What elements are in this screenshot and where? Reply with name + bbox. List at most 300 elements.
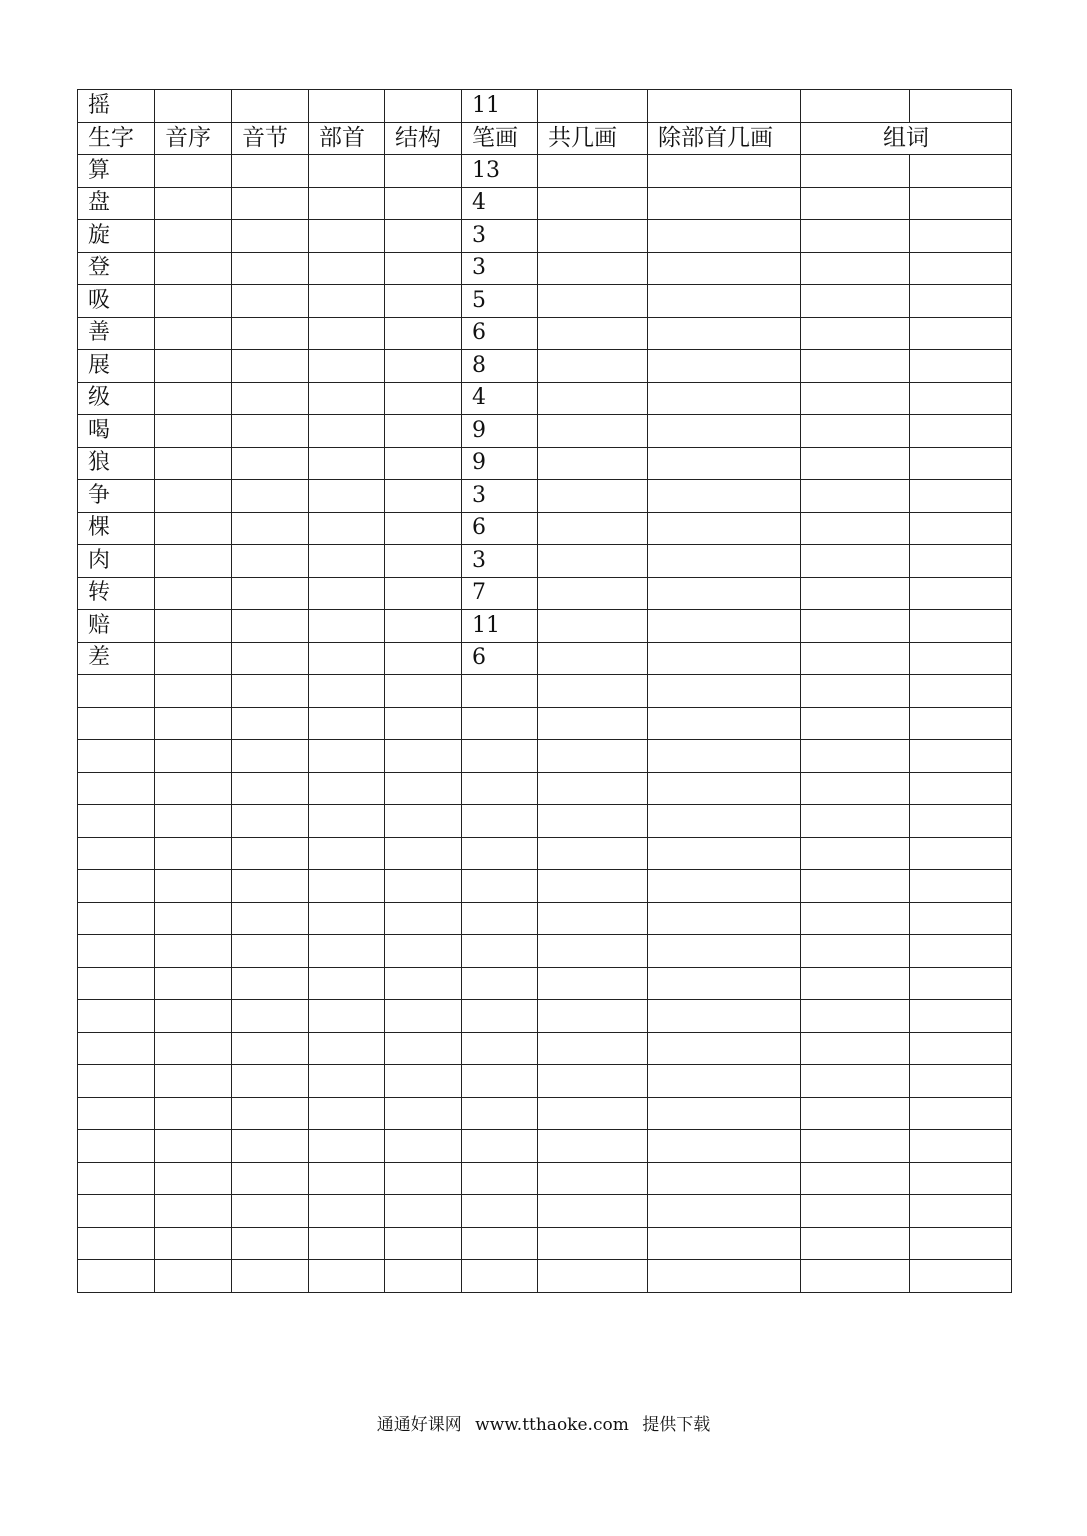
- pinyin-initial-cell[interactable]: [155, 740, 232, 773]
- radical-cell[interactable]: [309, 935, 385, 968]
- structure-cell[interactable]: [385, 740, 462, 773]
- word-cell-2[interactable]: [910, 642, 1012, 675]
- strokes-cell[interactable]: [462, 935, 538, 968]
- total-strokes-cell[interactable]: [538, 155, 648, 188]
- word-cell-2[interactable]: [910, 382, 1012, 415]
- strokes-cell[interactable]: [462, 967, 538, 1000]
- word-cell-1[interactable]: [801, 512, 910, 545]
- total-strokes-cell[interactable]: [538, 1227, 648, 1260]
- pinyin-initial-cell[interactable]: [155, 707, 232, 740]
- strokes-without-radical-cell[interactable]: [648, 1130, 801, 1163]
- syllable-cell[interactable]: [232, 155, 309, 188]
- structure-cell[interactable]: [385, 805, 462, 838]
- strokes-cell[interactable]: [462, 837, 538, 870]
- structure-cell[interactable]: [385, 1065, 462, 1098]
- syllable-cell[interactable]: [232, 252, 309, 285]
- pinyin-initial-cell[interactable]: [155, 902, 232, 935]
- structure-cell[interactable]: [385, 155, 462, 188]
- word-cell-1[interactable]: [801, 285, 910, 318]
- structure-cell[interactable]: [385, 1032, 462, 1065]
- syllable-cell[interactable]: [232, 577, 309, 610]
- strokes-cell[interactable]: [462, 1000, 538, 1033]
- strokes-without-radical-cell[interactable]: [648, 415, 801, 448]
- word-cell-2[interactable]: [910, 285, 1012, 318]
- character-cell[interactable]: [78, 1162, 155, 1195]
- total-strokes-cell[interactable]: [538, 220, 648, 253]
- structure-cell[interactable]: [385, 187, 462, 220]
- total-strokes-cell[interactable]: [538, 1000, 648, 1033]
- radical-cell[interactable]: [309, 317, 385, 350]
- word-cell-2[interactable]: [910, 512, 1012, 545]
- radical-cell[interactable]: [309, 350, 385, 383]
- pinyin-initial-cell[interactable]: [155, 252, 232, 285]
- total-strokes-cell[interactable]: [538, 610, 648, 643]
- word-cell-2[interactable]: [910, 1130, 1012, 1163]
- pinyin-initial-cell[interactable]: [155, 512, 232, 545]
- strokes-without-radical-cell[interactable]: [648, 902, 801, 935]
- pinyin-initial-cell[interactable]: [155, 1065, 232, 1098]
- word-cell-2[interactable]: [910, 90, 1012, 123]
- word-cell-1[interactable]: [801, 252, 910, 285]
- structure-cell[interactable]: [385, 870, 462, 903]
- total-strokes-cell[interactable]: [538, 837, 648, 870]
- structure-cell[interactable]: [385, 350, 462, 383]
- radical-cell[interactable]: [309, 480, 385, 513]
- syllable-cell[interactable]: [232, 1260, 309, 1293]
- syllable-cell[interactable]: [232, 545, 309, 578]
- word-cell-2[interactable]: [910, 707, 1012, 740]
- strokes-without-radical-cell[interactable]: [648, 1162, 801, 1195]
- radical-cell[interactable]: [309, 805, 385, 838]
- word-cell-1[interactable]: [801, 675, 910, 708]
- word-cell-2[interactable]: [910, 1227, 1012, 1260]
- total-strokes-cell[interactable]: [538, 902, 648, 935]
- strokes-cell[interactable]: [462, 870, 538, 903]
- syllable-cell[interactable]: [232, 642, 309, 675]
- syllable-cell[interactable]: [232, 187, 309, 220]
- word-cell-1[interactable]: [801, 382, 910, 415]
- word-cell-1[interactable]: [801, 1032, 910, 1065]
- word-cell-2[interactable]: [910, 480, 1012, 513]
- syllable-cell[interactable]: [232, 1065, 309, 1098]
- word-cell-1[interactable]: [801, 155, 910, 188]
- pinyin-initial-cell[interactable]: [155, 870, 232, 903]
- structure-cell[interactable]: [385, 1260, 462, 1293]
- total-strokes-cell[interactable]: [538, 1065, 648, 1098]
- pinyin-initial-cell[interactable]: [155, 610, 232, 643]
- total-strokes-cell[interactable]: [538, 317, 648, 350]
- radical-cell[interactable]: [309, 252, 385, 285]
- total-strokes-cell[interactable]: [538, 90, 648, 123]
- pinyin-initial-cell[interactable]: [155, 1260, 232, 1293]
- structure-cell[interactable]: [385, 772, 462, 805]
- word-cell-2[interactable]: [910, 447, 1012, 480]
- pinyin-initial-cell[interactable]: [155, 350, 232, 383]
- pinyin-initial-cell[interactable]: [155, 1032, 232, 1065]
- word-cell-2[interactable]: [910, 350, 1012, 383]
- word-cell-2[interactable]: [910, 545, 1012, 578]
- character-cell[interactable]: [78, 870, 155, 903]
- word-cell-1[interactable]: [801, 870, 910, 903]
- pinyin-initial-cell[interactable]: [155, 1162, 232, 1195]
- strokes-cell[interactable]: [462, 707, 538, 740]
- word-cell-2[interactable]: [910, 610, 1012, 643]
- total-strokes-cell[interactable]: [538, 252, 648, 285]
- strokes-without-radical-cell[interactable]: [648, 1000, 801, 1033]
- structure-cell[interactable]: [385, 967, 462, 1000]
- character-cell[interactable]: [78, 967, 155, 1000]
- word-cell-1[interactable]: [801, 415, 910, 448]
- syllable-cell[interactable]: [232, 740, 309, 773]
- pinyin-initial-cell[interactable]: [155, 1097, 232, 1130]
- total-strokes-cell[interactable]: [538, 642, 648, 675]
- total-strokes-cell[interactable]: [538, 707, 648, 740]
- character-cell[interactable]: [78, 1130, 155, 1163]
- character-cell[interactable]: [78, 1260, 155, 1293]
- structure-cell[interactable]: [385, 220, 462, 253]
- syllable-cell[interactable]: [232, 1097, 309, 1130]
- total-strokes-cell[interactable]: [538, 350, 648, 383]
- pinyin-initial-cell[interactable]: [155, 837, 232, 870]
- pinyin-initial-cell[interactable]: [155, 1227, 232, 1260]
- structure-cell[interactable]: [385, 1195, 462, 1228]
- word-cell-2[interactable]: [910, 805, 1012, 838]
- radical-cell[interactable]: [309, 1000, 385, 1033]
- character-cell[interactable]: [78, 1097, 155, 1130]
- syllable-cell[interactable]: [232, 675, 309, 708]
- radical-cell[interactable]: [309, 1130, 385, 1163]
- pinyin-initial-cell[interactable]: [155, 805, 232, 838]
- strokes-cell[interactable]: [462, 902, 538, 935]
- character-cell[interactable]: [78, 1032, 155, 1065]
- structure-cell[interactable]: [385, 480, 462, 513]
- character-cell[interactable]: [78, 1000, 155, 1033]
- word-cell-1[interactable]: [801, 772, 910, 805]
- word-cell-2[interactable]: [910, 252, 1012, 285]
- total-strokes-cell[interactable]: [538, 382, 648, 415]
- word-cell-1[interactable]: [801, 1162, 910, 1195]
- character-cell[interactable]: [78, 902, 155, 935]
- word-cell-2[interactable]: [910, 675, 1012, 708]
- strokes-without-radical-cell[interactable]: [648, 740, 801, 773]
- word-cell-1[interactable]: [801, 1000, 910, 1033]
- syllable-cell[interactable]: [232, 220, 309, 253]
- character-cell[interactable]: [78, 935, 155, 968]
- total-strokes-cell[interactable]: [538, 1032, 648, 1065]
- word-cell-1[interactable]: [801, 545, 910, 578]
- syllable-cell[interactable]: [232, 90, 309, 123]
- syllable-cell[interactable]: [232, 1162, 309, 1195]
- structure-cell[interactable]: [385, 285, 462, 318]
- strokes-without-radical-cell[interactable]: [648, 1195, 801, 1228]
- syllable-cell[interactable]: [232, 1195, 309, 1228]
- total-strokes-cell[interactable]: [538, 1195, 648, 1228]
- structure-cell[interactable]: [385, 642, 462, 675]
- pinyin-initial-cell[interactable]: [155, 90, 232, 123]
- structure-cell[interactable]: [385, 252, 462, 285]
- structure-cell[interactable]: [385, 90, 462, 123]
- syllable-cell[interactable]: [232, 285, 309, 318]
- pinyin-initial-cell[interactable]: [155, 577, 232, 610]
- pinyin-initial-cell[interactable]: [155, 155, 232, 188]
- total-strokes-cell[interactable]: [538, 187, 648, 220]
- strokes-cell[interactable]: [462, 1097, 538, 1130]
- radical-cell[interactable]: [309, 220, 385, 253]
- word-cell-2[interactable]: [910, 1000, 1012, 1033]
- syllable-cell[interactable]: [232, 935, 309, 968]
- character-cell[interactable]: [78, 805, 155, 838]
- syllable-cell[interactable]: [232, 870, 309, 903]
- word-cell-2[interactable]: [910, 220, 1012, 253]
- word-cell-2[interactable]: [910, 1260, 1012, 1293]
- radical-cell[interactable]: [309, 1065, 385, 1098]
- strokes-without-radical-cell[interactable]: [648, 382, 801, 415]
- structure-cell[interactable]: [385, 1227, 462, 1260]
- word-cell-1[interactable]: [801, 967, 910, 1000]
- radical-cell[interactable]: [309, 447, 385, 480]
- structure-cell[interactable]: [385, 512, 462, 545]
- word-cell-1[interactable]: [801, 1260, 910, 1293]
- total-strokes-cell[interactable]: [538, 740, 648, 773]
- syllable-cell[interactable]: [232, 350, 309, 383]
- word-cell-1[interactable]: [801, 805, 910, 838]
- word-cell-2[interactable]: [910, 935, 1012, 968]
- strokes-cell[interactable]: [462, 805, 538, 838]
- word-cell-1[interactable]: [801, 837, 910, 870]
- pinyin-initial-cell[interactable]: [155, 935, 232, 968]
- strokes-without-radical-cell[interactable]: [648, 675, 801, 708]
- syllable-cell[interactable]: [232, 610, 309, 643]
- radical-cell[interactable]: [309, 545, 385, 578]
- radical-cell[interactable]: [309, 707, 385, 740]
- strokes-without-radical-cell[interactable]: [648, 545, 801, 578]
- pinyin-initial-cell[interactable]: [155, 447, 232, 480]
- word-cell-2[interactable]: [910, 1032, 1012, 1065]
- radical-cell[interactable]: [309, 967, 385, 1000]
- radical-cell[interactable]: [309, 155, 385, 188]
- word-cell-1[interactable]: [801, 577, 910, 610]
- radical-cell[interactable]: [309, 870, 385, 903]
- pinyin-initial-cell[interactable]: [155, 642, 232, 675]
- total-strokes-cell[interactable]: [538, 1162, 648, 1195]
- strokes-without-radical-cell[interactable]: [648, 610, 801, 643]
- strokes-without-radical-cell[interactable]: [648, 220, 801, 253]
- word-cell-2[interactable]: [910, 1195, 1012, 1228]
- radical-cell[interactable]: [309, 187, 385, 220]
- radical-cell[interactable]: [309, 675, 385, 708]
- structure-cell[interactable]: [385, 1097, 462, 1130]
- character-cell[interactable]: [78, 707, 155, 740]
- word-cell-1[interactable]: [801, 642, 910, 675]
- word-cell-1[interactable]: [801, 220, 910, 253]
- word-cell-1[interactable]: [801, 902, 910, 935]
- word-cell-2[interactable]: [910, 1065, 1012, 1098]
- strokes-without-radical-cell[interactable]: [648, 480, 801, 513]
- character-cell[interactable]: [78, 740, 155, 773]
- syllable-cell[interactable]: [232, 480, 309, 513]
- syllable-cell[interactable]: [232, 512, 309, 545]
- word-cell-1[interactable]: [801, 90, 910, 123]
- word-cell-1[interactable]: [801, 317, 910, 350]
- character-cell[interactable]: [78, 675, 155, 708]
- strokes-without-radical-cell[interactable]: [648, 90, 801, 123]
- radical-cell[interactable]: [309, 1097, 385, 1130]
- syllable-cell[interactable]: [232, 967, 309, 1000]
- word-cell-2[interactable]: [910, 155, 1012, 188]
- total-strokes-cell[interactable]: [538, 415, 648, 448]
- total-strokes-cell[interactable]: [538, 805, 648, 838]
- syllable-cell[interactable]: [232, 1227, 309, 1260]
- total-strokes-cell[interactable]: [538, 480, 648, 513]
- strokes-without-radical-cell[interactable]: [648, 967, 801, 1000]
- structure-cell[interactable]: [385, 837, 462, 870]
- structure-cell[interactable]: [385, 382, 462, 415]
- structure-cell[interactable]: [385, 1162, 462, 1195]
- syllable-cell[interactable]: [232, 1032, 309, 1065]
- word-cell-1[interactable]: [801, 740, 910, 773]
- syllable-cell[interactable]: [232, 805, 309, 838]
- word-cell-1[interactable]: [801, 1227, 910, 1260]
- word-cell-1[interactable]: [801, 707, 910, 740]
- structure-cell[interactable]: [385, 447, 462, 480]
- strokes-cell[interactable]: [462, 1195, 538, 1228]
- word-cell-1[interactable]: [801, 935, 910, 968]
- structure-cell[interactable]: [385, 317, 462, 350]
- total-strokes-cell[interactable]: [538, 967, 648, 1000]
- strokes-cell[interactable]: [462, 1227, 538, 1260]
- footer-url[interactable]: www.tthaoke.com: [475, 1415, 629, 1435]
- strokes-without-radical-cell[interactable]: [648, 187, 801, 220]
- pinyin-initial-cell[interactable]: [155, 545, 232, 578]
- strokes-cell[interactable]: [462, 1162, 538, 1195]
- radical-cell[interactable]: [309, 1032, 385, 1065]
- pinyin-initial-cell[interactable]: [155, 285, 232, 318]
- structure-cell[interactable]: [385, 610, 462, 643]
- word-cell-1[interactable]: [801, 1130, 910, 1163]
- strokes-without-radical-cell[interactable]: [648, 1032, 801, 1065]
- strokes-cell[interactable]: [462, 675, 538, 708]
- structure-cell[interactable]: [385, 707, 462, 740]
- word-cell-1[interactable]: [801, 610, 910, 643]
- radical-cell[interactable]: [309, 1260, 385, 1293]
- character-cell[interactable]: [78, 1065, 155, 1098]
- total-strokes-cell[interactable]: [538, 1260, 648, 1293]
- total-strokes-cell[interactable]: [538, 285, 648, 318]
- word-cell-2[interactable]: [910, 772, 1012, 805]
- syllable-cell[interactable]: [232, 707, 309, 740]
- character-cell[interactable]: [78, 1227, 155, 1260]
- word-cell-2[interactable]: [910, 577, 1012, 610]
- total-strokes-cell[interactable]: [538, 935, 648, 968]
- pinyin-initial-cell[interactable]: [155, 1195, 232, 1228]
- word-cell-2[interactable]: [910, 967, 1012, 1000]
- strokes-without-radical-cell[interactable]: [648, 707, 801, 740]
- strokes-without-radical-cell[interactable]: [648, 642, 801, 675]
- strokes-without-radical-cell[interactable]: [648, 1065, 801, 1098]
- structure-cell[interactable]: [385, 902, 462, 935]
- structure-cell[interactable]: [385, 1000, 462, 1033]
- radical-cell[interactable]: [309, 610, 385, 643]
- radical-cell[interactable]: [309, 837, 385, 870]
- word-cell-1[interactable]: [801, 1097, 910, 1130]
- radical-cell[interactable]: [309, 512, 385, 545]
- total-strokes-cell[interactable]: [538, 545, 648, 578]
- radical-cell[interactable]: [309, 382, 385, 415]
- total-strokes-cell[interactable]: [538, 447, 648, 480]
- strokes-without-radical-cell[interactable]: [648, 935, 801, 968]
- strokes-without-radical-cell[interactable]: [648, 155, 801, 188]
- word-cell-2[interactable]: [910, 415, 1012, 448]
- word-cell-1[interactable]: [801, 1195, 910, 1228]
- strokes-without-radical-cell[interactable]: [648, 447, 801, 480]
- character-cell[interactable]: [78, 772, 155, 805]
- total-strokes-cell[interactable]: [538, 675, 648, 708]
- pinyin-initial-cell[interactable]: [155, 187, 232, 220]
- total-strokes-cell[interactable]: [538, 512, 648, 545]
- pinyin-initial-cell[interactable]: [155, 480, 232, 513]
- character-cell[interactable]: [78, 837, 155, 870]
- radical-cell[interactable]: [309, 1227, 385, 1260]
- strokes-without-radical-cell[interactable]: [648, 805, 801, 838]
- word-cell-1[interactable]: [801, 1065, 910, 1098]
- total-strokes-cell[interactable]: [538, 1097, 648, 1130]
- syllable-cell[interactable]: [232, 1000, 309, 1033]
- pinyin-initial-cell[interactable]: [155, 1130, 232, 1163]
- syllable-cell[interactable]: [232, 382, 309, 415]
- strokes-without-radical-cell[interactable]: [648, 1097, 801, 1130]
- pinyin-initial-cell[interactable]: [155, 772, 232, 805]
- word-cell-1[interactable]: [801, 350, 910, 383]
- radical-cell[interactable]: [309, 1162, 385, 1195]
- syllable-cell[interactable]: [232, 837, 309, 870]
- radical-cell[interactable]: [309, 1195, 385, 1228]
- word-cell-2[interactable]: [910, 740, 1012, 773]
- pinyin-initial-cell[interactable]: [155, 675, 232, 708]
- strokes-without-radical-cell[interactable]: [648, 350, 801, 383]
- syllable-cell[interactable]: [232, 902, 309, 935]
- strokes-cell[interactable]: [462, 1065, 538, 1098]
- strokes-without-radical-cell[interactable]: [648, 772, 801, 805]
- total-strokes-cell[interactable]: [538, 1130, 648, 1163]
- character-cell[interactable]: [78, 1195, 155, 1228]
- structure-cell[interactable]: [385, 415, 462, 448]
- word-cell-2[interactable]: [910, 837, 1012, 870]
- total-strokes-cell[interactable]: [538, 577, 648, 610]
- word-cell-1[interactable]: [801, 187, 910, 220]
- pinyin-initial-cell[interactable]: [155, 1000, 232, 1033]
- strokes-without-radical-cell[interactable]: [648, 1227, 801, 1260]
- word-cell-1[interactable]: [801, 447, 910, 480]
- syllable-cell[interactable]: [232, 415, 309, 448]
- structure-cell[interactable]: [385, 545, 462, 578]
- radical-cell[interactable]: [309, 285, 385, 318]
- radical-cell[interactable]: [309, 772, 385, 805]
- radical-cell[interactable]: [309, 90, 385, 123]
- syllable-cell[interactable]: [232, 317, 309, 350]
- structure-cell[interactable]: [385, 675, 462, 708]
- pinyin-initial-cell[interactable]: [155, 415, 232, 448]
- strokes-cell[interactable]: [462, 1130, 538, 1163]
- word-cell-2[interactable]: [910, 187, 1012, 220]
- strokes-cell[interactable]: [462, 1260, 538, 1293]
- strokes-without-radical-cell[interactable]: [648, 837, 801, 870]
- strokes-cell[interactable]: [462, 740, 538, 773]
- strokes-without-radical-cell[interactable]: [648, 577, 801, 610]
- syllable-cell[interactable]: [232, 447, 309, 480]
- word-cell-2[interactable]: [910, 902, 1012, 935]
- word-cell-2[interactable]: [910, 870, 1012, 903]
- structure-cell[interactable]: [385, 1130, 462, 1163]
